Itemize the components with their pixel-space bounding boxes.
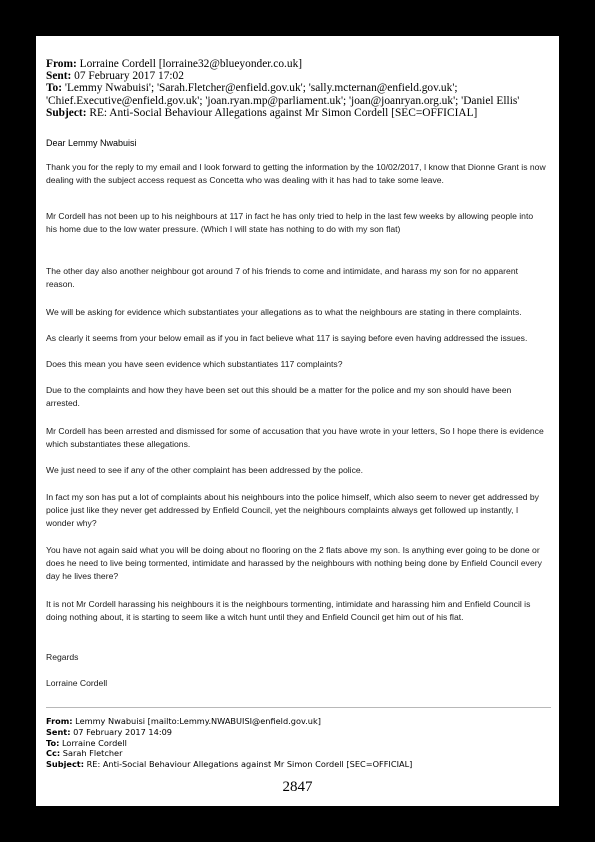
to-line xyxy=(46,82,551,106)
sent-value: 07 February 2017 17:02 xyxy=(74,70,184,83)
quoted-cc-value: Sarah Fletcher xyxy=(62,748,123,759)
subject-label: Subject: xyxy=(46,106,87,119)
quoted-sent-label: Sent: xyxy=(46,726,71,737)
quoted-email-header xyxy=(46,716,551,770)
from-value: Lorraine Cordell [lorraine32@blueyonder.co.uk] xyxy=(79,58,303,70)
to-label: To: xyxy=(46,82,63,95)
from-line xyxy=(46,58,551,70)
quoted-to-value: Lorraine Cordell xyxy=(62,737,127,748)
quoted-to-line xyxy=(46,738,551,749)
quoted-sent-line xyxy=(46,727,551,738)
paragraph: The other day also another neighbour got around 7 of his friends to come and intimidate, and harass my son for no apparent reason. xyxy=(46,266,518,290)
quoted-to-label: To: xyxy=(46,737,60,748)
email-header xyxy=(46,58,551,119)
paragraph: Mr Cordell has been arrested and dismissed for some of accusation that you have wrote in your letters, So I hope there is evidence which substantiates these allegations. xyxy=(46,426,544,450)
sent-line xyxy=(46,70,551,82)
paragraph: Due to the complaints and how they have been set out this should be a matter for the police and my son should have been arrested. xyxy=(46,385,512,409)
from-label: From: xyxy=(46,58,77,70)
closing: Regards xyxy=(46,652,79,662)
quoted-from-value: Lemmy Nwabuisi [mailto:Lemmy.NWABUISI@enfield.gov.uk] xyxy=(75,716,321,726)
paragraph: As clearly it seems from your below email as if you in fact believe what 117 is saying before even having addressed the issues. xyxy=(46,333,528,343)
quoted-from-line xyxy=(46,716,551,727)
sent-label: Sent: xyxy=(46,70,72,83)
to-value: 'Lemmy Nwabuisi'; 'Sarah.Fletcher@enfield.gov.uk'; 'sally.mcternan@enfield.gov.uk'; 'Chief.Executive@enfield.gov.uk'; 'joan.ryan.mp@parliament.uk'; 'joan@joanryan.org.uk'; 'Daniel Ellis' xyxy=(46,82,520,107)
paragraph: Does this mean you have seen evidence which substantiates 117 complaints? xyxy=(46,359,343,369)
subject-line xyxy=(46,107,551,119)
signature-name: Lorraine Cordell xyxy=(46,678,108,688)
salutation: Dear Lemmy Nwabuisi xyxy=(46,138,137,148)
quoted-cc-label: Cc: xyxy=(46,748,61,759)
quoted-sent-value: 07 February 2017 14:09 xyxy=(73,726,173,737)
page-number: 2847 xyxy=(282,779,313,795)
paragraph: It is not Mr Cordell harassing his neighbours it is the neighbours tormenting, intimidate and harassing him and Enfield Council is doing nothing about, it is starting to seem like a witch hunt until they and Enfield Council get him out of his flat. xyxy=(46,599,531,623)
quote-divider xyxy=(46,707,551,708)
document-page xyxy=(36,36,559,806)
quoted-from-label: From: xyxy=(46,716,73,726)
paragraph: In fact my son has put a lot of complaints about his neighbours into the police himself, which also seem to never get addressed by police just like they never get addressed by Enfield Council, yet the neighbours complaints always get followed up instantly, I wonder why? xyxy=(46,492,539,529)
paragraph: Thank you for the reply to my email and I look forward to getting the information by the 10/02/2017, I know that Dionne Grant is now dealing with the subject access request as Concetta who was dealing with it has had to take some leave. xyxy=(46,162,546,186)
quoted-cc-line xyxy=(46,748,551,759)
quoted-subject-line xyxy=(46,759,551,770)
quoted-subject-label: Subject: xyxy=(46,759,84,770)
paragraph: We just need to see if any of the other complaint has been addressed by the police. xyxy=(46,465,364,475)
paragraph: Mr Cordell has not been up to his neighbours at 117 in fact he has only tried to help in the last few weeks by allowing people into his home due to the low water pressure. (Which I will state has nothing to do with my son flat) xyxy=(46,211,534,235)
quoted-subject-value: RE: Anti-Social Behaviour Allegations against Mr Simon Cordell [SEC=OFFICIAL] xyxy=(86,759,413,770)
paragraph: We will be asking for evidence which substantiates your allegations as to what the neighbours are stating in there complaints. xyxy=(46,307,522,317)
paragraph: You have not again said what you will be doing about no flooring on the 2 flats above my son. Is anything ever going to be done or does he need to live being tormented, intimidate and harassed by the neighbours with nothing being done by Enfield Council every day he lives there? xyxy=(46,545,542,582)
subject-value: RE: Anti-Social Behaviour Allegations against Mr Simon Cordell [SEC=OFFICIAL] xyxy=(89,106,478,119)
